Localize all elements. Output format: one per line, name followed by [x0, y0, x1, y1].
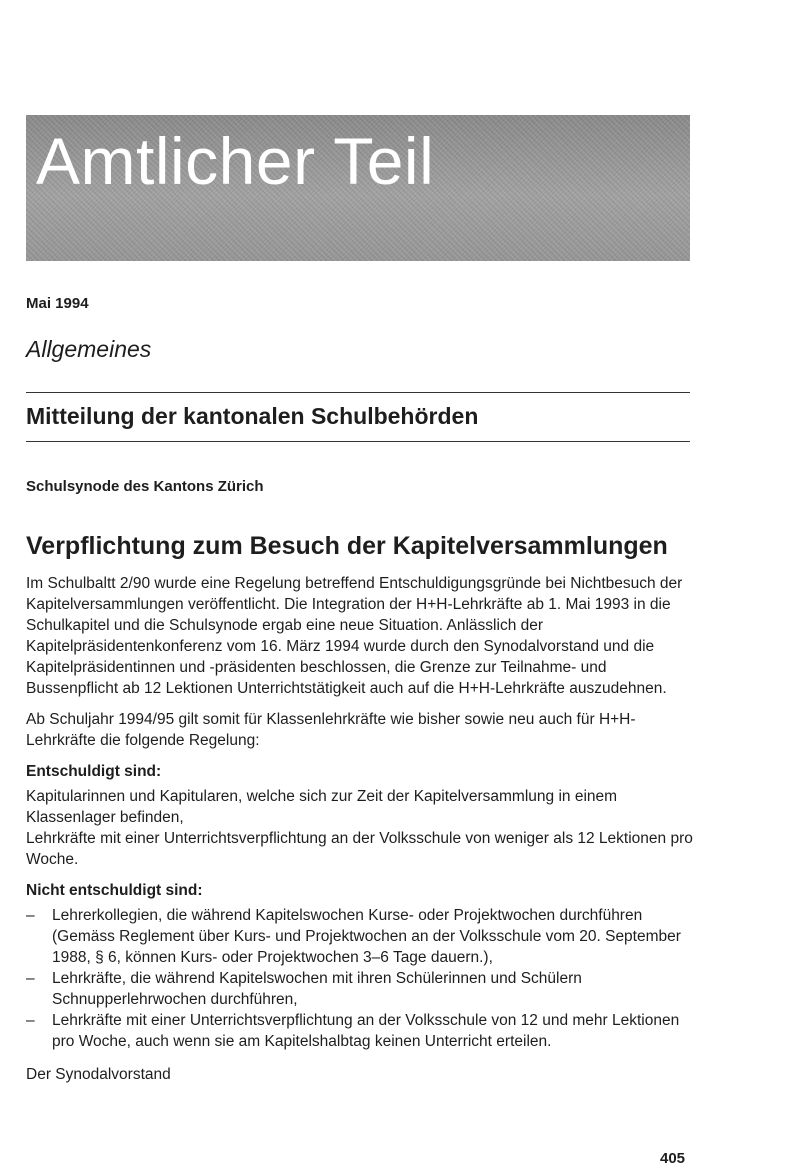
excused-label: Entschuldigt sind:	[26, 763, 162, 780]
header-banner	[26, 115, 690, 261]
list-item	[26, 1010, 694, 1052]
excused-item: Kapitularinnen und Kapitularen, welche sich zur Zeit der Kapitelversammlung in einem Klassenlager befinden,	[26, 788, 618, 826]
article-title: Verpflichtung zum Besuch der Kapitelversammlungen	[26, 532, 668, 560]
list-item-text: Lehrerkollegien, die während Kapitelswochen Kurse- oder Projektwochen durchführen (Gemäss Reglement über Kurs- und Projektwochen an der Volksschule vom 20. September 1988, § 6, können Kurs- oder Projektwochen 3–6 Tage dauern.),	[52, 907, 681, 966]
dash-marker: –	[26, 970, 35, 987]
list-item	[26, 968, 694, 1010]
paragraph-intro: Im Schulbaltt 2/90 wurde eine Regelung betreffend Entschuldigungsgründe bei Nichtbesuch der Kapitelversammlungen veröffentlicht. Die Integration der H+H-Lehrkräfte ab 1. Mai 1993 in die Schulkapitel und die Schulsynode ergab eine neue Situation. Anlässlich der Kapitelpräsidentenkonferenz vom 16. März 1994 wurde durch den Synodalvorstand und die Kapitelpräsidentinnen und -präsidenten beschlossen, die Grenze zur Teilnahme- und Bussenpflicht ab 12 Lektionen Unterrichtstätigkeit auch auf die H+H-Lehrkräfte auszudehnen.	[26, 575, 683, 697]
list-item-text: Lehrkräfte, die während Kapitelswochen mit ihren Schülerinnen und Schülern Schnupperlehrwochen durchführen,	[52, 970, 582, 1008]
excused-item: Lehrkräfte mit einer Unterrichtsverpflichtung an der Volksschule von weniger als 12 Lektionen pro Woche.	[26, 830, 693, 868]
dash-marker: –	[26, 1012, 35, 1029]
banner-title: Amtlicher Teil	[36, 124, 435, 198]
page-number: 405	[660, 1150, 686, 1167]
issue-date: Mai 1994	[26, 295, 89, 312]
list-item	[26, 905, 694, 968]
signature: Der Synodalvorstand	[26, 1066, 171, 1083]
list-item-text: Lehrkräfte mit einer Unterrichtsverpflichtung an der Volksschule von 12 und mehr Lektionen pro Woche, auch wenn sie am Kapitelshalbtag keinen Unterricht erteilen.	[52, 1012, 680, 1050]
article-body	[26, 573, 694, 1095]
category-heading: Allgemeines	[26, 336, 152, 362]
paragraph-rule: Ab Schuljahr 1994/95 gilt somit für Klassenlehrkräfte wie bisher sowie neu auch für H+H-Lehrkräfte die folgende Regelung:	[26, 711, 636, 749]
divider-top	[26, 392, 690, 393]
organization-name: Schulsynode des Kantons Zürich	[26, 478, 264, 495]
not-excused-list	[26, 905, 694, 1052]
section-heading: Mitteilung der kantonalen Schulbehörden	[26, 403, 479, 429]
dash-marker: –	[26, 907, 35, 924]
excused-list	[26, 786, 694, 870]
not-excused-label: Nicht entschuldigt sind:	[26, 882, 203, 899]
divider-bottom	[26, 441, 690, 442]
